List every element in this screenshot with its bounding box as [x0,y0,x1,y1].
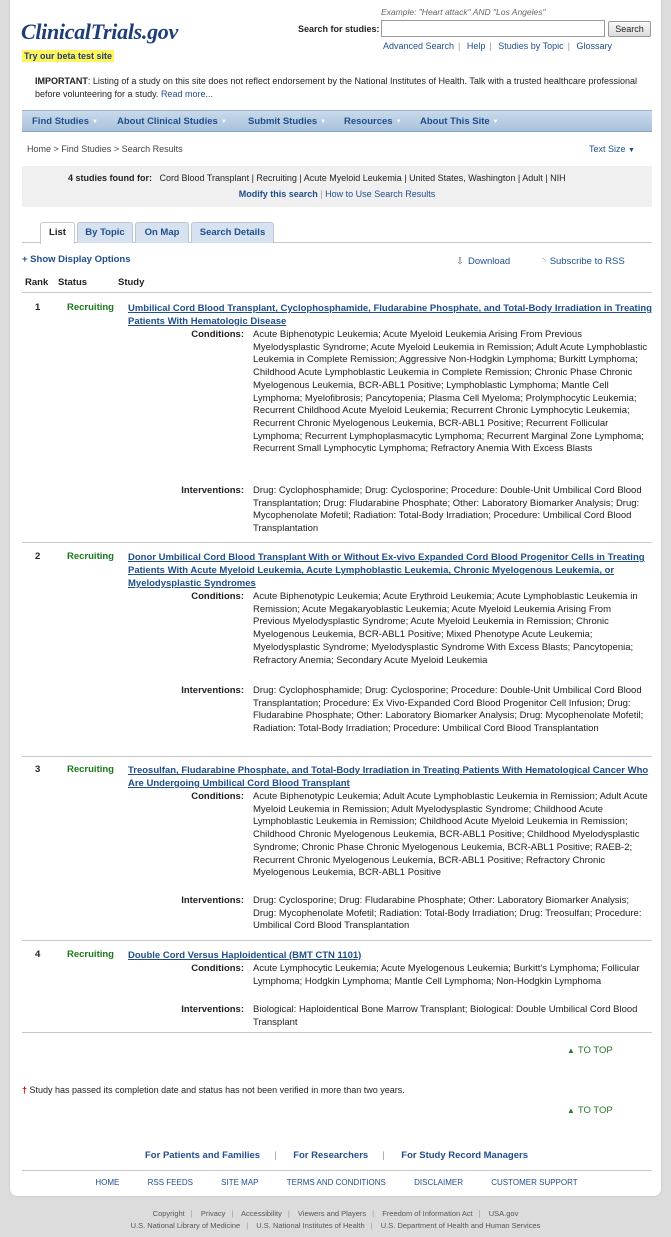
nlm-link[interactable]: U.S. National Library of Medicine [130,1221,241,1230]
breadcrumb-home[interactable]: Home [27,144,52,154]
tab-on-map[interactable]: On Map [135,222,189,243]
caret-down-icon: ▼ [492,119,499,125]
footer-nav [10,1178,663,1187]
footer-site-map[interactable]: SITE MAP [221,1178,259,1187]
study-interventions: Drug: Cyclophosphamide; Drug: Cyclosporine; Procedure: Double-Unit Umbilical Cord Blood Transplantation; Procedure: Ex Vivo-Expanded Cord Blood Progenitor Cell Infusion; Drug: Fludarabine Phosphate; Other: Laboratory Biomarker Analysis; Drug: Mycophenolate Mofetil; Radiation: Total-Body Irradiation; Procedure: Umbilical Cord Blood Transplantation [253,685,644,735]
accessibility-link[interactable]: Accessibility [241,1209,282,1218]
result-count: 4 studies found for: [68,173,152,183]
up-arrow-icon: ▲ [567,1046,575,1055]
footer-home[interactable]: HOME [95,1178,120,1187]
search-button[interactable]: Search [608,21,651,37]
study-conditions: Acute Lymphocytic Leukemia; Acute Myelogenous Leukemia; Burkitt's Lymphoma; Follicular Lymphoma; Hodgkin Lymphoma; Mantle Cell Lymphoma; Non-Hodgkin Lymphoma [253,963,640,987]
caret-down-icon: ▼ [395,119,402,125]
caret-down-icon: ▼ [92,119,98,125]
hhs-link[interactable]: U.S. Department of Health and Human Services [380,1221,541,1230]
nav-submit-studies[interactable]: Submit Studies ▼ [248,116,327,127]
copyright-link[interactable]: Copyright [152,1209,185,1218]
text-size-control[interactable]: Text Size ▼ [589,144,635,154]
page-container [9,0,662,1197]
download-icon: ⇩ [456,256,464,267]
caret-down-icon: ▼ [220,119,227,125]
study-rank: 1 [35,302,41,313]
nih-link[interactable]: U.S. National Institutes of Health [256,1221,365,1230]
show-display-options[interactable]: + Show Display Options [22,254,131,265]
study-title-link[interactable]: Double Cord Versus Haploidentical (BMT CTN 1101) [128,950,362,961]
advanced-search-link[interactable]: Advanced Search [383,41,455,51]
bottom-links-1: Copyright | Privacy | Accessibility | Viewers and Players | Freedom of Information Act | USA.gov [152,1209,519,1218]
study-row [22,764,652,936]
breadcrumb: Home > Find Studies > Search Results [27,144,183,154]
glossary-link[interactable]: Glossary [576,41,613,51]
conditions-label: Conditions: [191,591,244,602]
nav-about-this-site[interactable]: About This Site ▼ [420,116,499,127]
row-divider [22,940,652,941]
up-arrow-icon: ▲ [567,1106,575,1115]
tab-list[interactable]: List [40,222,75,244]
site-logo[interactable]: ClinicalTrials.gov [21,19,178,44]
to-top-link[interactable]: ▲ TO TOP [567,1045,613,1056]
nav-find-studies[interactable]: Find Studies ▼ [32,116,98,127]
interventions-label: Interventions: [181,685,244,696]
rss-link[interactable]: ◝ Subscribe to RSS [542,256,625,267]
main-nav [22,110,652,132]
usa-gov-link[interactable]: USA.gov [488,1209,519,1218]
footer-customer-support[interactable]: CUSTOMER SUPPORT [491,1178,578,1187]
column-study: Study [118,277,145,288]
search-input[interactable] [381,20,605,37]
caret-down-icon: ▼ [320,119,327,125]
modify-search-link[interactable]: Modify this search [238,189,318,199]
study-title-link[interactable]: Treosulfan, Fludarabine Phosphate, and Total-Body Irradiation in Treating Patients With Hematological Cancer Who Are Undergoing Umbilical Cord Blood Transplant [128,765,649,789]
foia-link[interactable]: Freedom of Information Act [382,1209,473,1218]
tab-search-details[interactable]: Search Details [191,222,274,243]
row-divider [22,1032,652,1033]
search-query: Cord Blood Transplant | Recruiting | Acute Myeloid Leukemia | United States, Washington | Adult | NIH [159,173,566,183]
conditions-label: Conditions: [191,329,244,340]
study-interventions: Drug: Cyclosporine; Drug: Fludarabine Phosphate; Other: Laboratory Biomarker Analysis; Drug: Mycophenolate Mofetil; Radiation: Total-Body Irradiation; Drug: Treosulfan; Procedure: Umbilical Cord Blood Transplantation [253,895,642,932]
read-more-link[interactable]: Read more... [160,89,213,99]
study-record-managers-link[interactable]: For Study Record Managers [401,1150,528,1161]
study-row [22,302,652,538]
how-to-use-link[interactable]: How to Use Search Results [325,189,436,199]
studies-by-topic-link[interactable]: Studies by Topic [498,41,564,51]
study-row [22,949,652,1029]
study-status: Recruiting [67,551,114,562]
column-rank: Rank [25,277,49,288]
footer-disclaimer[interactable]: DISCLAIMER [414,1178,464,1187]
conditions-label: Conditions: [191,791,244,802]
to-top-link[interactable]: ▲ TO TOP [567,1105,613,1116]
column-status: Status [58,277,88,288]
help-link[interactable]: Help [466,41,486,51]
study-title-link[interactable]: Umbilical Cord Blood Transplant, Cyclophosphamide, Fludarabine Phosphate, and Total-Body Irradiation in Treating Patients With Hematologic Disease [128,303,652,327]
search-example: Example: "Heart attack" AND "Los Angeles" [381,7,546,17]
study-title-link[interactable]: Donor Umbilical Cord Blood Transplant With or Without Ex-vivo Expanded Cord Blood Progenitor Cells in Treating Patients With Acute Myeloid Leukemia, Acute Lymphoblastic Leukemia, Chronic Myelogenous Leukemia, or Myelodysplastic Syndromes [128,552,645,589]
nav-about-clinical-studies[interactable]: About Clinical Studies ▼ [117,116,227,127]
study-status: Recruiting [67,949,114,960]
search-label: Search for studies: [298,24,380,34]
study-row [22,551,652,751]
interventions-label: Interventions: [181,485,244,496]
breadcrumb-find-studies[interactable]: Find Studies [61,144,112,154]
privacy-link[interactable]: Privacy [200,1209,226,1218]
study-status: Recruiting [67,764,114,775]
researchers-link[interactable]: For Researchers [293,1150,369,1161]
row-divider [22,756,652,757]
download-link[interactable]: ⇩ Download [456,256,511,267]
caret-down-icon: ▼ [628,147,635,154]
study-interventions: Drug: Cyclophosphamide; Drug: Cyclosporine; Procedure: Double-Unit Umbilical Cord Blood Transplantation; Drug: Fludarabine Phosphate; Other: Laboratory Biomarker Analysis; Drug: Mycophenolate Mofetil; Radiation: Total-Body Irradiation; Procedure: Umbilical Cord Blood Transplantation [253,485,642,535]
study-conditions: Acute Biphenotypic Leukemia; Adult Acute Lymphoblastic Leukemia in Remission; Adult Acute Myeloid Leukemia in Remission; Adult Myelodysplastic Syndrome; Childhood Acute Lymphoblastic Leukemia in Remission; Childhood Acute Myeloid Leukemia in Remission; Childhood Chronic Myelogenous Leukemia, BCR-ABL1 Positive; Childhood Myelodysplastic Syndrome; Chronic Phase Chronic Myelogenous Leukemia, BCR-ABL1 Positive; RAEB-2; Recurrent Chronic Myelogenous Leukemia, BCR-ABL1 Positive; Refractory Chronic Myelogenous Leukemia, BCR-ABL1 Positive [253,791,648,879]
important-notice: IMPORTANT: Listing of a study on this site does not reflect endorsement by the National Institutes of Health. Talk with a trusted healthcare professional before volunteering for a study. Read more... [35,76,637,99]
footnote: † Study has passed its completion date and status has not been verified in more than two years. [22,1085,405,1095]
row-divider [22,542,652,543]
footer-terms[interactable]: TERMS AND CONDITIONS [286,1178,386,1187]
audience-links: For Patients and Families | For Researchers | For Study Record Managers [145,1150,528,1161]
row-divider [22,292,652,293]
search-summary: 4 studies found for: Cord Blood Transplant | Recruiting | Acute Myeloid Leukemia | United States, Washington | Adult | NIH Modify this search | How to Use Search Results [22,166,652,207]
rss-icon: ◝ [542,256,546,267]
study-conditions: Acute Biphenotypic Leukemia; Acute Myeloid Leukemia Arising From Previous Myelodysplastic Syndrome; Acute Myeloid Leukemia in Remission; Adult Acute Lymphoblastic Leukemia in Complete Remission; Aggressive Non-Hodgkin Lymphoma; Burkitt Lymphoma; Childhood Acute Lymphoblastic Leukemia in Complete Remission; Chronic Phase Chronic Myelogenous Leukemia, BCR-ABL1 Positive; Lymphoblastic Lymphoma; Mantle Cell Lymphoma; Myelofibrosis; Pancytopenia; Plasma Cell Myeloma; Prolymphocytic Leukemia; Recurrent Childhood Acute Myeloid Leukemia; Recurrent Chronic Lymphocytic Leukemia; Recurrent Chronic Myelogenous Leukemia, BCR-ABL1 Positive; Recurrent Follicular Lymphoma; Recurrent Lymphoplasmacytic Lymphoma; Recurrent Marginal Zone Lymphoma; Recurrent Small Lymphocytic Lymphoma; Refractory Anemia With Excess Blasts [253,329,648,455]
study-rank: 4 [35,949,41,960]
viewers-players-link[interactable]: Viewers and Players [297,1209,367,1218]
study-interventions: Biological: Haploidentical Bone Marrow Transplant; Biological: Double Umbilical Cord Blood Transplant [253,1004,638,1028]
tab-by-topic[interactable]: By Topic [77,222,133,243]
bottom-links-2: U.S. National Library of Medicine | U.S. National Institutes of Health | U.S. Department of Health and Human Services [130,1221,541,1230]
interventions-label: Interventions: [181,895,244,906]
interventions-label: Interventions: [181,1004,244,1015]
beta-site-link[interactable]: Try our beta test site [24,51,113,61]
conditions-label: Conditions: [191,963,244,974]
patients-families-link[interactable]: For Patients and Families [145,1150,261,1161]
study-conditions: Acute Biphenotypic Leukemia; Acute Erythroid Leukemia; Acute Lymphoblastic Leukemia in Remission; Acute Megakaryoblastic Leukemia; Acute Myeloid Leukemia Arising From Previous Myelodysplastic Syndrome; Acute Myeloid Leukemia in Remission; Chronic Myelogenous Leukemia, BCR-ABL1 Positive; Mixed Phenotype Acute Leukemia; Myelodysplastic Syndrome; Myelodysplastic Syndrome With Excess Blasts; Pancytopenia; Refractory Anemia; Secondary Acute Myeloid Leukemia [253,591,638,666]
nav-resources[interactable]: Resources ▼ [344,116,402,127]
study-rank: 3 [35,764,41,775]
header-links: Advanced Search | Help | Studies by Topic | Glossary [383,41,613,51]
study-rank: 2 [35,551,41,562]
breadcrumb-current: Search Results [121,144,183,154]
footer-rss-feeds[interactable]: RSS FEEDS [147,1178,193,1187]
study-status: Recruiting [67,302,114,313]
footer-divider [22,1170,652,1171]
